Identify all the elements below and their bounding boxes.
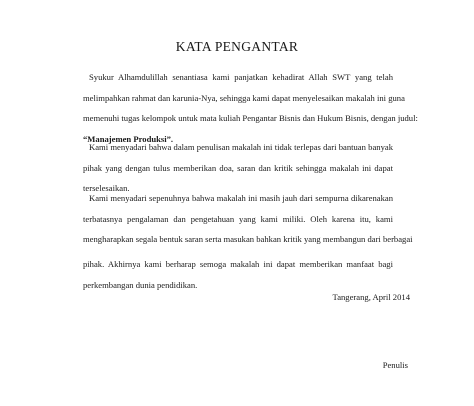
author-signature: Penulis [382,360,408,370]
paragraph-1-line-4: “Manajemen Produksi”. [83,133,174,144]
paragraph-3-line-2: terbatasnya pengalaman dan pengetahuan yang kami miliki. Oleh karena itu, kami [83,213,393,224]
paragraph-2-line-1: Kami menyadari bahwa dalam penulisan makalah ini tidak terlepas dari bantuan banyak [89,142,393,152]
paragraph-1-line-1: Syukur Alhamdulillah senantiasa kami panjatkan kehadirat Allah SWT yang telah [89,72,393,82]
paragraph-2-line-3: terselesaikan. [83,183,130,193]
paragraph-4-line-2: perkembangan dunia pendidikan. [83,279,198,290]
paragraph-1-line-2: melimpahkan rahmat dan karunia-Nya, sehingga kami dapat menyelesaikan makalah ini guna [83,92,405,103]
page-title: KATA PENGANTAR [175,39,299,54]
place-date: Tangerang, April 2014 [332,292,410,302]
paragraph-4 [83,254,393,295]
paragraph-3-line-1: Kami menyadari sepenuhnya bahwa makalah ini masih jauh dari sempurna dikarenakan [89,193,393,203]
paragraph-4-line-1: pihak. Akhirnya kami berharap semoga makalah ini dapat memberikan manfaat bagi [83,259,393,269]
paragraph-1-line-3: memenuhi tugas kelompok untuk mata kuliah Pengantar Bisnis dan Hukum Bisnis, dengan judul: [83,113,418,123]
paragraph-3-line-3: mengharapkan segala bentuk saran serta masukan bahkan kritik yang membangun dari berbagai [83,234,413,244]
paragraph-3 [83,188,413,250]
paragraph-2-line-2: pihak yang dengan tulus memberikan doa, saran dan kritik sehingga makalah ini dapat [83,162,393,173]
